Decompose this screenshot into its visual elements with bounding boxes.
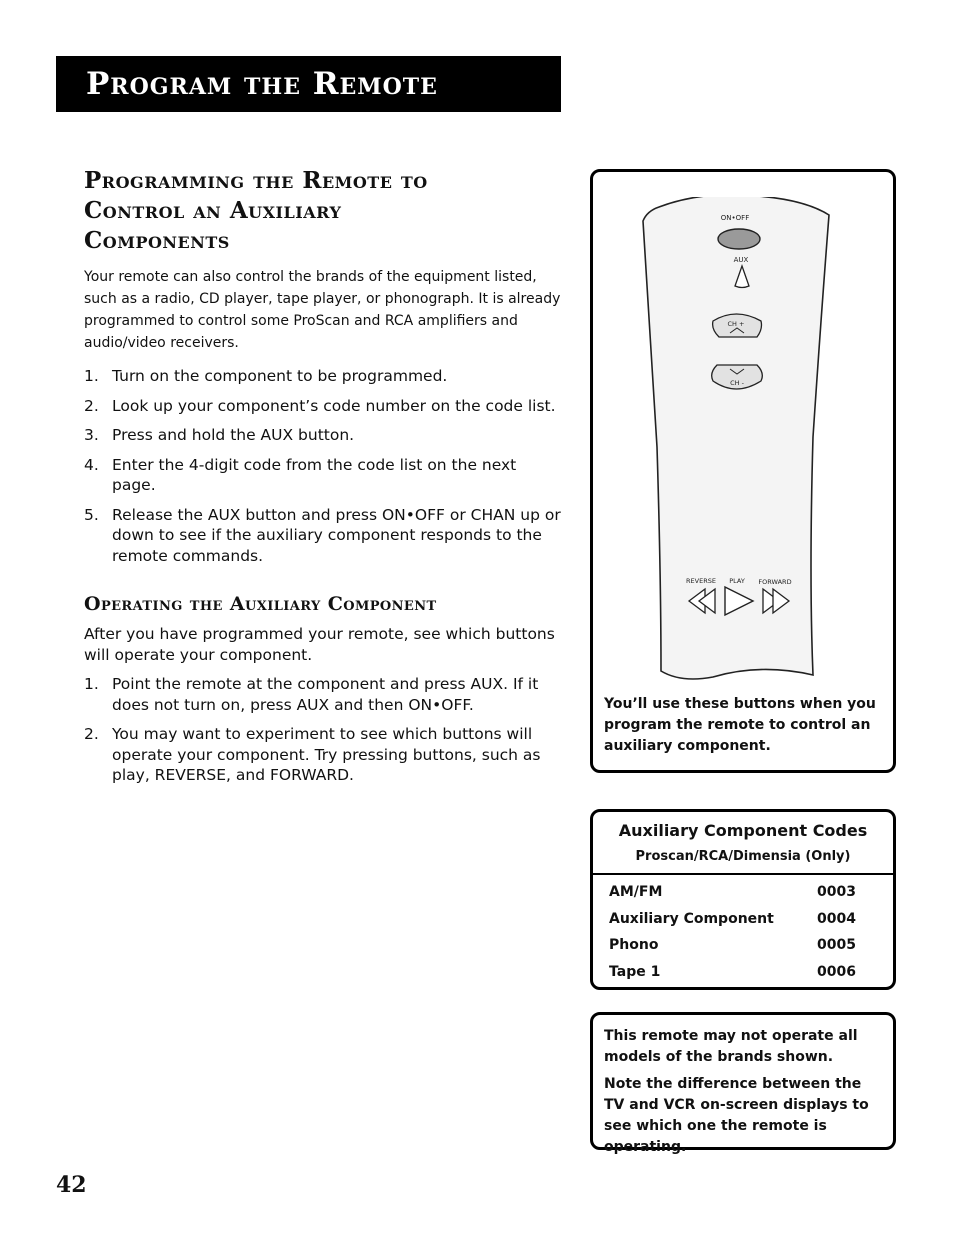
step-number: 2. <box>84 396 99 415</box>
step-text: Point the remote at the component and press AUX. If it does not turn on, press AUX and then ON•OFF. <box>112 675 539 714</box>
note-paragraph: This remote may not operate all models of the brands shown. <box>604 1028 858 1065</box>
step-text: Enter the 4-digit code from the code list on the next page. <box>112 455 517 494</box>
section-title-operating: Operating the Auxiliary Component <box>84 593 437 615</box>
page-header-banner <box>56 56 561 112</box>
programming-steps <box>84 366 564 566</box>
page-number: 42 <box>56 1172 87 1198</box>
component-name: Auxiliary Component <box>609 910 774 927</box>
step-text: You may want to experiment to see which buttons will operate your component. Try pressing buttons, such as play, REVERSE, and FORWARD. <box>112 725 541 784</box>
operating-lead-paragraph: After you have programmed your remote, see which buttons will operate your component. <box>84 625 555 664</box>
section-title-line-1: Programming the Remote to <box>84 167 428 194</box>
table-row <box>593 906 893 933</box>
step-item <box>84 425 564 446</box>
step-item <box>84 366 564 387</box>
operating-steps <box>84 674 564 786</box>
step-number: 1. <box>84 675 99 693</box>
component-code: 0005 <box>817 937 856 953</box>
step-number: 2. <box>84 725 99 743</box>
reverse-label: REVERSE <box>686 577 716 585</box>
section-title-line-2: Control an Auxiliary <box>84 197 342 224</box>
step-item <box>84 674 564 715</box>
step-item <box>84 505 564 567</box>
step-number: 4. <box>84 455 99 474</box>
page-header-title: Program the Remote <box>86 66 438 102</box>
component-code: 0003 <box>817 884 856 900</box>
ch-down-label: CH - <box>730 379 744 387</box>
remote-illustration-box <box>590 169 896 773</box>
component-code: 0004 <box>817 910 856 927</box>
section-title-line-3: Components <box>84 227 230 254</box>
note-box <box>590 1012 896 1155</box>
codes-divider <box>593 873 893 875</box>
component-name: Phono <box>609 937 659 953</box>
step-text: Turn on the component to be programmed. <box>112 367 448 385</box>
step-number: 5. <box>84 505 99 524</box>
forward-label: FORWARD <box>758 578 792 586</box>
table-row <box>593 932 893 959</box>
step-number: 1. <box>84 367 99 385</box>
table-row <box>593 959 893 986</box>
step-text: Press and hold the AUX button. <box>112 426 355 444</box>
note-paragraph: Note the difference between the TV and VCR on-screen displays to see which one the remote is operating. <box>604 1076 869 1155</box>
onoff-button <box>718 229 760 249</box>
step-text: Look up your component’s code number on the code list. <box>112 396 556 415</box>
codes-table <box>593 879 893 985</box>
codes-title: Auxiliary Component Codes <box>618 821 868 840</box>
section-title-programming <box>84 166 564 256</box>
step-text: Release the AUX button and press ON•OFF or CHAN up or down to see if the auxiliary component responds to the remote commands. <box>112 505 561 565</box>
remote-caption: You’ll use these buttons when you program the remote to control an auxiliary component. <box>604 696 876 754</box>
step-item <box>84 724 564 786</box>
intro-paragraph: Your remote can also control the brands of the equipment listed, such as a radio, CD player, tape player, or phonograph. It is already programmed to control some ProScan and RCA amplifiers and audio/video receivers. <box>84 269 561 351</box>
ch-up-label: CH + <box>727 320 745 328</box>
note-content <box>604 1026 884 1158</box>
aux-label: AUX <box>733 256 749 264</box>
onoff-label: ON•OFF <box>720 214 750 222</box>
aux-codes-box <box>590 809 896 990</box>
play-label: PLAY <box>729 577 745 585</box>
component-name: Tape 1 <box>609 963 661 980</box>
codes-subtitle: Proscan/RCA/Dimensia (Only) <box>635 849 851 864</box>
table-row <box>593 879 893 906</box>
remote-illustration <box>641 197 837 685</box>
component-name: AM/FM <box>609 884 663 900</box>
step-item <box>84 396 564 417</box>
step-number: 3. <box>84 426 99 444</box>
step-item <box>84 455 564 496</box>
main-column <box>84 166 564 795</box>
component-code: 0006 <box>817 963 856 980</box>
